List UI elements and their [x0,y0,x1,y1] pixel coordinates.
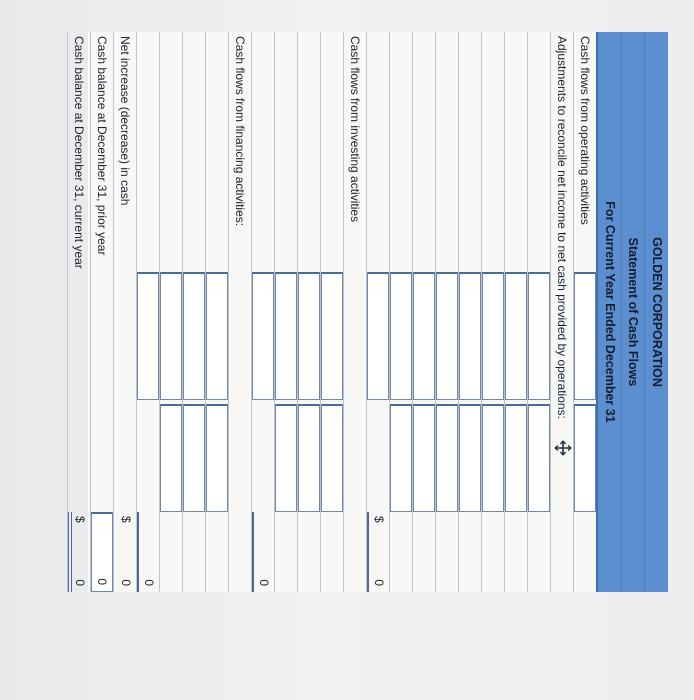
net-increase-row [113,32,136,592]
adjustment-label-input[interactable] [505,272,527,400]
company-name: GOLDEN CORPORATION [650,237,664,387]
financing-total-value: 0 [142,579,156,586]
financing-row [159,32,182,592]
adjustment-label-input[interactable] [528,272,550,400]
investing-row [274,32,297,592]
statement-period: For Current Year Ended December 31 [598,32,622,592]
adjustment-row [458,32,481,592]
adjustment-amount-input[interactable] [505,404,527,512]
net-increase-label: Net increase (decrease) in cash [118,36,132,206]
financing-amount-input[interactable] [160,404,182,512]
investing-heading-row [343,32,366,592]
operating-heading-row [573,32,596,592]
investing-amount-input[interactable] [275,404,297,512]
financing-label-input[interactable] [206,272,228,400]
investing-amount-input[interactable] [321,404,343,512]
investing-row [297,32,320,592]
net-increase-value: 0 [119,579,133,586]
investing-label-input[interactable] [275,272,297,400]
adjustment-row [504,32,527,592]
adjustment-label-input[interactable] [436,272,458,400]
adjustments-heading-row [550,32,573,592]
financing-heading: Cash flows from financing activities: [233,36,247,227]
adjustment-amount-input[interactable] [390,404,412,512]
adjustment-label-input[interactable] [459,272,481,400]
operating-subtotal-input[interactable] [574,404,596,512]
adjustment-row [527,32,550,592]
statement-title: Statement of Cash Flows [621,32,645,592]
current-balance-dollar-sign: $ [73,516,87,523]
investing-total-cell [252,512,274,592]
financing-row [182,32,205,592]
adjustment-label-input[interactable] [390,272,412,400]
operating-total-row [366,32,389,592]
current-balance-label: Cash balance at December 31, current year [72,36,86,269]
financing-total-label-input[interactable] [137,272,159,400]
current-balance-cell [68,512,90,592]
financing-total-cell [137,512,159,592]
investing-heading: Cash flows from investing activities [348,36,362,223]
adjustment-row [389,32,412,592]
rotated-photo-frame [72,32,668,592]
net-increase-cell [114,512,136,592]
operating-heading: Cash flows from operating activities [578,36,592,225]
operating-net-income-input[interactable] [574,272,596,400]
financing-amount-input[interactable] [206,404,228,512]
prior-balance-row [90,32,113,592]
operating-total-value: 0 [372,579,386,586]
financing-total-row [136,32,159,592]
adjustment-row [481,32,504,592]
current-balance-row [67,32,90,592]
adjustment-amount-input[interactable] [482,404,504,512]
adjustment-label-input[interactable] [482,272,504,400]
financing-label-input[interactable] [160,272,182,400]
move-cursor-icon [554,440,572,456]
operating-total-cell [367,512,389,592]
adjustment-amount-input[interactable] [413,404,435,512]
adjustment-label-input[interactable] [413,272,435,400]
adjustment-amount-input[interactable] [436,404,458,512]
operating-total-label-input[interactable] [367,272,389,400]
prior-balance-value: 0 [95,578,109,585]
financing-label-input[interactable] [183,272,205,400]
financing-row [205,32,228,592]
investing-row [320,32,343,592]
financing-heading-row [228,32,251,592]
investing-label-input[interactable] [298,272,320,400]
cash-flow-worksheet [72,32,668,592]
investing-total-label-input[interactable] [252,272,274,400]
operating-total-dollar-sign: $ [372,516,386,523]
investing-amount-input[interactable] [298,404,320,512]
adjustment-amount-input[interactable] [459,404,481,512]
adjustment-row [435,32,458,592]
investing-total-row [251,32,274,592]
investing-total-value: 0 [257,579,271,586]
net-increase-dollar-sign: $ [119,516,133,523]
adjustments-heading: Adjustments to reconcile net income to net cash provided by operations: [555,36,569,419]
adjustment-amount-input[interactable] [528,404,550,512]
prior-balance-label: Cash balance at December 31, prior year [95,36,109,256]
current-balance-value: 0 [73,579,87,586]
investing-label-input[interactable] [321,272,343,400]
financing-amount-input[interactable] [183,404,205,512]
adjustment-row [412,32,435,592]
prior-balance-input[interactable] [91,512,113,592]
statement-header [596,32,668,592]
